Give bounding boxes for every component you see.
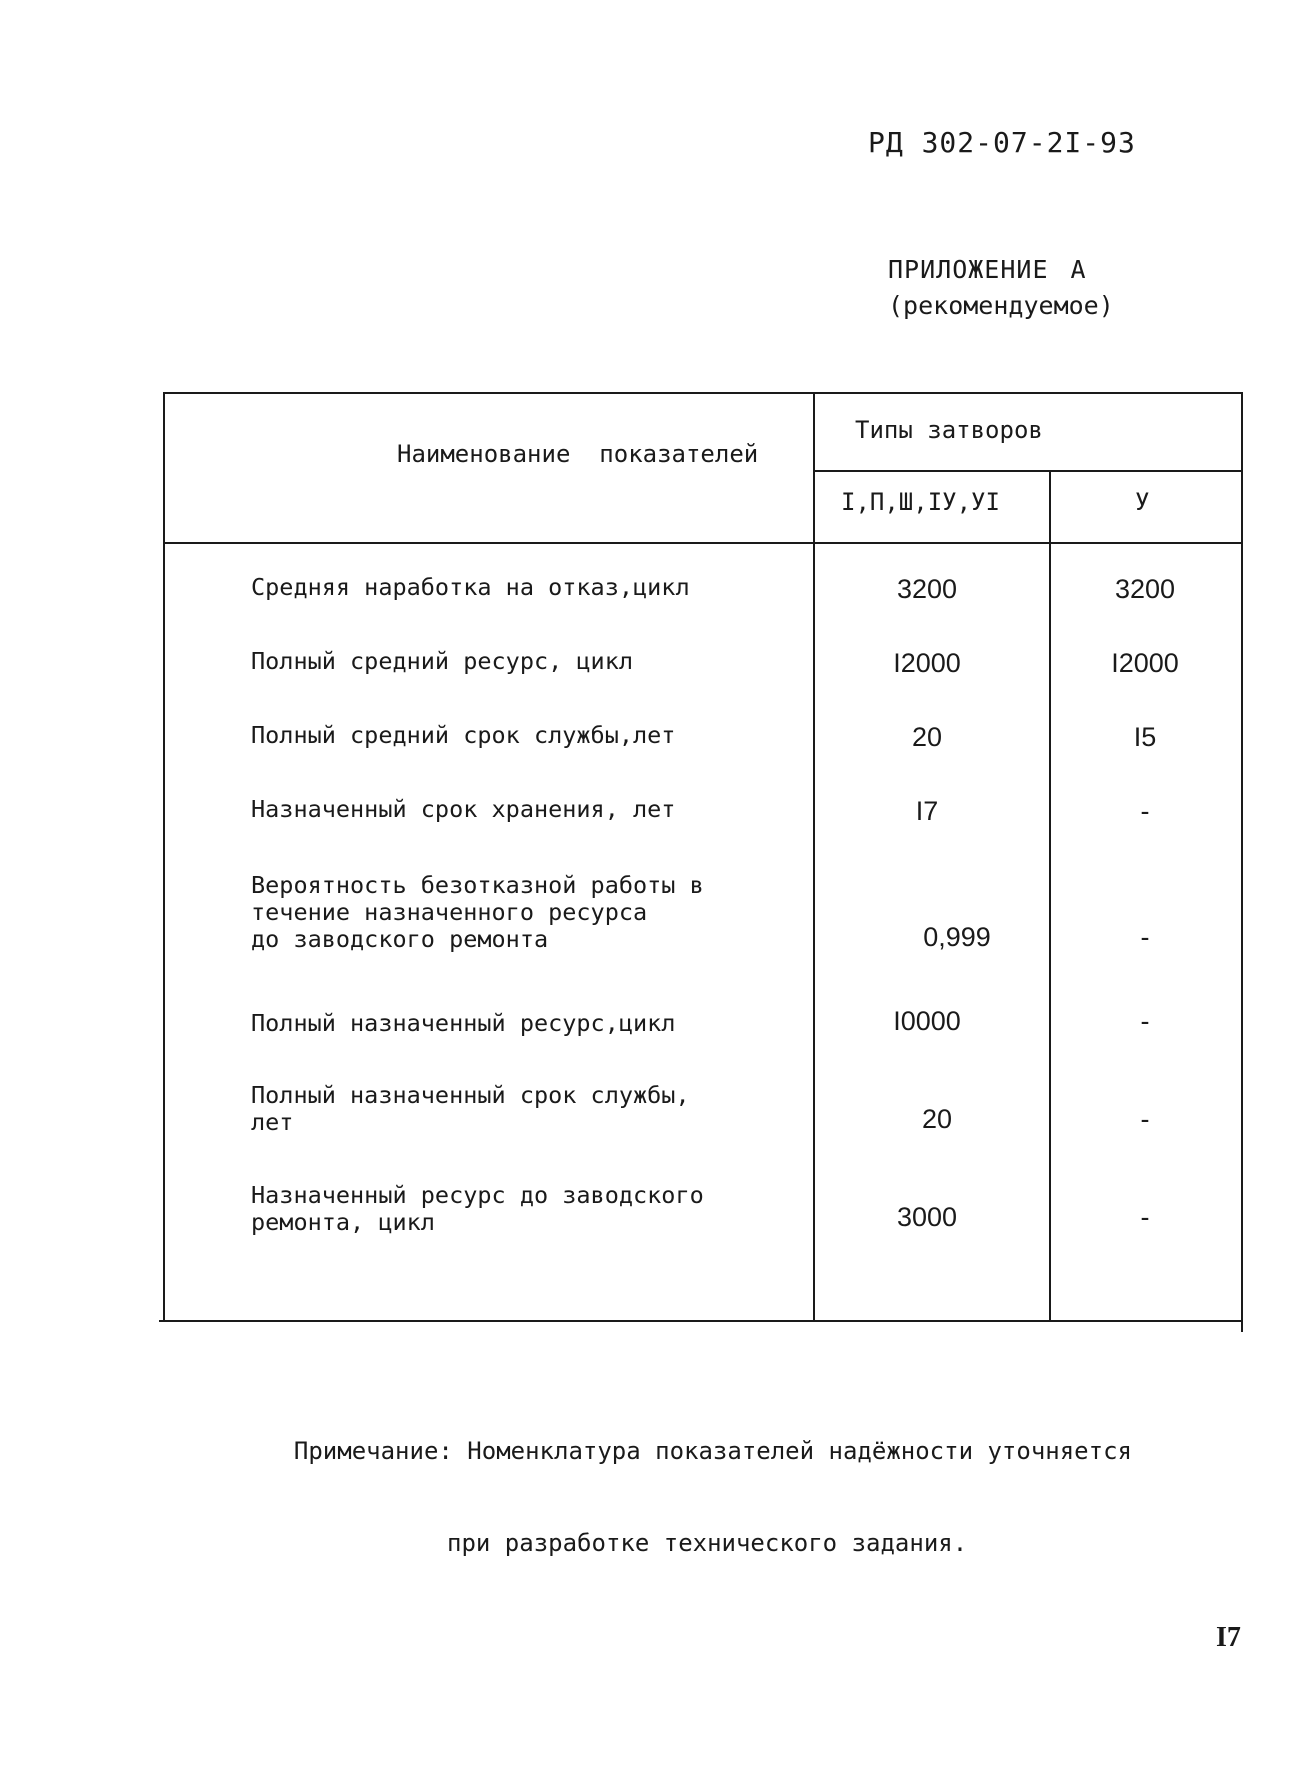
subheader-types-1: I,П,Ш,IУ,УI [841,488,1000,516]
appendix-subtitle: (рекомендуемое) [888,291,1114,320]
appendix-title: ПРИЛОЖЕНИЕ [888,255,1049,284]
note [265,1382,1132,1612]
row-value-type2: - [1140,1104,1150,1134]
table-border-left [163,392,165,1322]
row-label: Полный средний ресурс, цикл [251,647,634,675]
row-label: Назначенный срок хранения, лет [251,795,676,823]
row-value-type1: 0,999 [923,922,991,952]
row-value-type1: 20 [921,1104,953,1134]
note-line-1: Примечание: Номенклатура показателей надёжности уточняется [293,1437,1132,1465]
appendix-title-line [888,252,1114,288]
table-border-top [163,392,1243,394]
row-value-type1: 3200 [896,574,958,604]
row-label: Полный средний срок службы,лет [251,721,676,749]
row-label: Назначенный ресурс до заводского ремонта, цикл [251,1181,704,1236]
table-border-bottom [159,1320,1243,1322]
row-value-type2: - [1140,796,1150,826]
appendix-letter: А [1070,255,1087,284]
row-value-type2: - [1140,1006,1150,1036]
row-value-type1: 20 [911,722,943,752]
header-gate-types: Типы затворов [855,416,1043,444]
row-value-type1: I0000 [893,1006,961,1036]
appendix-heading [888,252,1114,324]
row-value-type2: - [1140,1202,1150,1232]
row-label: Средняя наработка на отказ,цикл [251,573,690,601]
row-value-type1: I2000 [893,648,961,678]
subheader-types-2: У [1135,488,1150,516]
row-value-type2: 3200 [1114,574,1176,604]
row-label: Вероятность безотказной работы в течение назначенного ресурса до заводского ремонта [251,871,704,953]
row-label: Полный назначенный срок службы, лет [251,1081,690,1136]
page-number: I7 [1216,1622,1241,1653]
row-value-type2: I2000 [1111,648,1179,678]
header-bottom-divider [163,542,1243,544]
column-divider-1 [813,392,815,1322]
row-value-type1: I7 [915,796,939,826]
row-value-type1: 3000 [896,1202,958,1232]
row-value-type2: - [1140,922,1150,952]
reliability-table [163,392,1243,1322]
doc-code: РД 302-07-2I-93 [868,126,1136,159]
row-value-type2: I5 [1133,722,1157,752]
table-border-right [1241,392,1243,1332]
row-label: Полный назначенный ресурс,цикл [251,1009,676,1037]
header-indicator-name: Наименование показателей [397,440,759,468]
note-line-2: при разработке технического задания. [447,1529,968,1557]
subheader-divider [813,470,1243,472]
